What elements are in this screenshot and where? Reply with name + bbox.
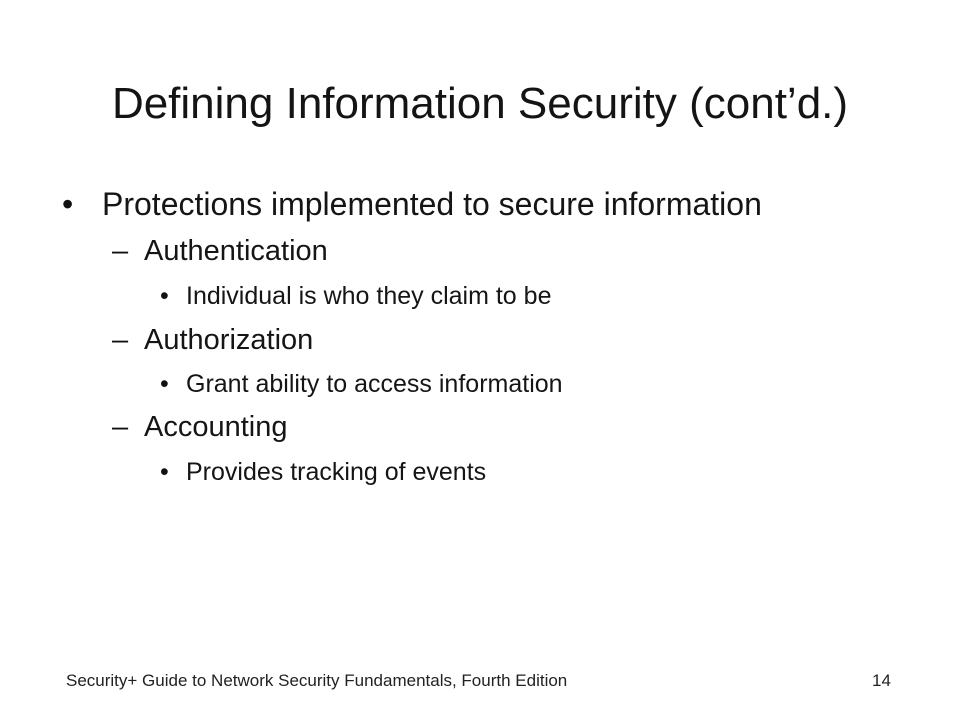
sub-sub-bullet-text: Individual is who they claim to be [186, 282, 552, 310]
bullet-text: Protections implemented to secure information [102, 186, 762, 222]
sub-sub-bullet-marker: • [160, 370, 169, 398]
sub-bullet-marker: – [112, 324, 129, 356]
slide-title: Defining Information Security (cont’d.) [111, 79, 849, 128]
sub-sub-bullet-marker: • [160, 458, 169, 486]
sub-sub-bullet-text: Provides tracking of events [186, 458, 487, 486]
page-number: 14 [872, 671, 891, 690]
bullet-marker: • [62, 186, 74, 222]
sub-sub-bullet-text: Grant ability to access information [186, 370, 563, 398]
sub-bullet-marker: – [112, 235, 129, 267]
sub-bullet-text: Authentication [144, 235, 328, 267]
sub-sub-bullet-marker: • [160, 282, 169, 310]
footer-text: Security+ Guide to Network Security Fundamentals, Fourth Edition [66, 671, 568, 690]
sub-bullet-marker: – [112, 411, 129, 443]
sub-bullet-text: Accounting [144, 411, 288, 443]
sub-bullet-text: Authorization [144, 324, 314, 356]
